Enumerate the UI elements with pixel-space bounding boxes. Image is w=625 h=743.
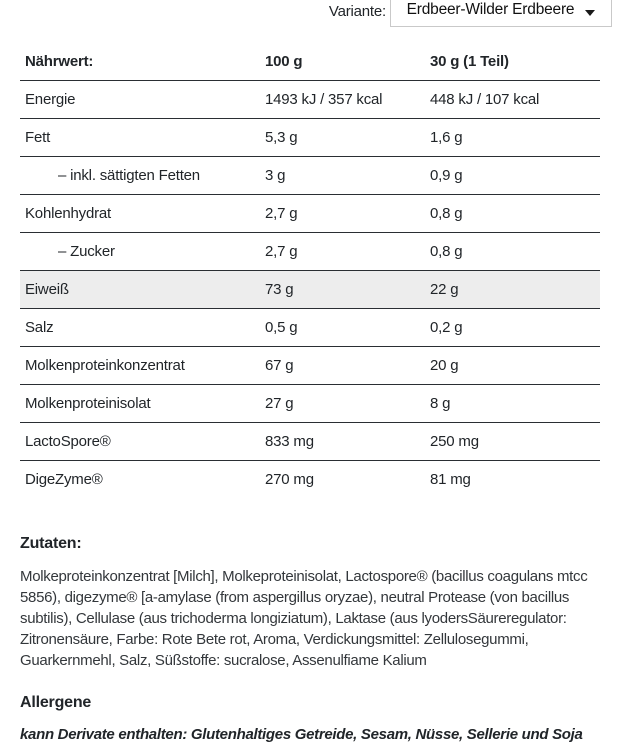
value-per-100g: 2,7 g bbox=[265, 243, 298, 260]
nutrition-table-row bbox=[20, 347, 600, 385]
nutrition-rows bbox=[20, 81, 600, 498]
nutrition-table-row bbox=[20, 271, 600, 309]
value-per-100g: 833 mg bbox=[265, 433, 314, 450]
header-nutrient-col: Nährwert: bbox=[25, 53, 94, 70]
ingredients-section bbox=[20, 535, 603, 671]
value-per-30g: 0,2 g bbox=[430, 319, 463, 336]
nutrient-label: Molkenproteinkonzentrat bbox=[25, 357, 185, 374]
nutrient-label: Kohlenhydrat bbox=[25, 205, 111, 222]
nutrient-label: Energie bbox=[25, 91, 76, 108]
caret-down-icon bbox=[585, 10, 595, 16]
value-per-100g: 1493 kJ / 357 kcal bbox=[265, 91, 383, 108]
value-per-30g: 20 g bbox=[430, 357, 459, 374]
allergens-heading: Allergene bbox=[20, 694, 92, 711]
nutrition-table-row bbox=[20, 461, 600, 498]
variant-label: Variante: bbox=[328, 3, 386, 20]
value-per-30g: 22 g bbox=[430, 281, 459, 298]
nutrient-label: – inkl. sättigten Fetten bbox=[58, 167, 200, 184]
nutrition-table bbox=[20, 43, 600, 498]
nutrient-label: Fett bbox=[25, 129, 51, 146]
nutrient-label: LactoSpore® bbox=[25, 433, 111, 450]
value-per-30g: 448 kJ / 107 kcal bbox=[430, 91, 540, 108]
header-100g-col: 100 g bbox=[265, 53, 303, 70]
nutrition-table-row bbox=[20, 119, 600, 157]
nutrient-label: Salz bbox=[25, 319, 54, 336]
value-per-30g: 0,8 g bbox=[430, 243, 463, 260]
nutrition-table-row bbox=[20, 81, 600, 119]
value-per-30g: 81 mg bbox=[430, 471, 471, 488]
value-per-30g: 250 mg bbox=[430, 433, 479, 450]
nutrient-label: Eiweiß bbox=[25, 281, 69, 298]
allergens-text: kann Derivate enthalten: Glutenhaltiges Getreide, Sesam, Nüsse, Sellerie und Soja bbox=[20, 726, 583, 743]
value-per-30g: 8 g bbox=[430, 395, 451, 412]
nutrition-table-row bbox=[20, 157, 600, 195]
allergens-section bbox=[20, 694, 603, 743]
variant-selected-value: Erdbeer-Wilder Erdbeere bbox=[406, 1, 575, 18]
nutrient-label: DigeZyme® bbox=[25, 471, 103, 488]
ingredients-heading: Zutaten: bbox=[20, 535, 82, 552]
value-per-100g: 3 g bbox=[265, 167, 286, 184]
value-per-30g: 0,9 g bbox=[430, 167, 463, 184]
nutrition-table-row bbox=[20, 195, 600, 233]
value-per-30g: 1,6 g bbox=[430, 129, 463, 146]
nutrition-table-row bbox=[20, 233, 600, 271]
nutrition-table-row bbox=[20, 423, 600, 461]
value-per-100g: 67 g bbox=[265, 357, 294, 374]
nutrition-table-header bbox=[20, 43, 600, 81]
value-per-100g: 270 mg bbox=[265, 471, 314, 488]
value-per-100g: 2,7 g bbox=[265, 205, 298, 222]
variant-bar bbox=[0, 0, 625, 36]
header-30g-col: 30 g (1 Teil) bbox=[430, 53, 509, 70]
nutrition-table-row bbox=[20, 385, 600, 423]
variant-select[interactable] bbox=[390, 0, 612, 27]
nutrition-table-row bbox=[20, 309, 600, 347]
value-per-100g: 27 g bbox=[265, 395, 294, 412]
value-per-30g: 0,8 g bbox=[430, 205, 463, 222]
nutrient-label: – Zucker bbox=[58, 243, 115, 260]
value-per-100g: 73 g bbox=[265, 281, 294, 298]
nutrient-label: Molkenproteinisolat bbox=[25, 395, 151, 412]
value-per-100g: 0,5 g bbox=[265, 319, 298, 336]
ingredients-text: Molkeproteinkonzentrat [Milch], Molkeproteinisolat, Lactospore® (bacillus coagulans mtcc 5856), digezyme® [a-amylase (from aspergillus oryzae), neutral Protease (von bacillus subtilis), Cellulase (aus trichoderma longiziatum), Laktase (aus lyodersSäureregulator: Zitronensäure, Farbe: Rote Bete rot, Aroma, Verdickungsmittel: Zellulosegummi, Guarkernmehl, Salz, Süßstoffe: sucralose, Assenulfiame Kalium bbox=[20, 568, 588, 669]
value-per-100g: 5,3 g bbox=[265, 129, 298, 146]
